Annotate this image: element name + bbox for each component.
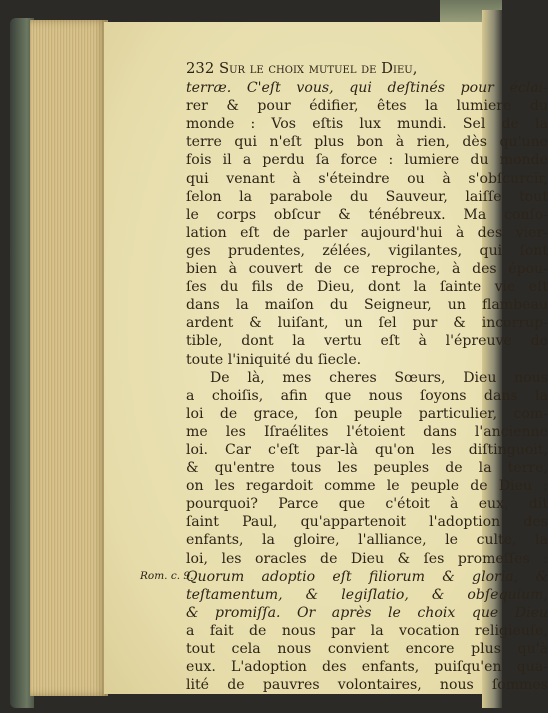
page-block-edges (30, 20, 108, 696)
text-line: ſelon la parabole du Sauveur, laiſſe tout (186, 188, 548, 205)
text-line: tible, dont la vertu eſt à l'épreuve de (186, 333, 548, 350)
text-line: a choiſis, afin que nous ſoyons dans la (186, 387, 548, 404)
text-line: ſaint Paul, qu'appartenoit l'adoption des (186, 514, 548, 531)
text-line: lité de pauvres volontaires, nous ſommes (186, 677, 548, 694)
body-text (186, 79, 548, 694)
text-line: lation eſt de parler aujourd'hui à des vier- (186, 224, 548, 241)
text-line: terre qui n'eſt plus bon à rien, dès qu'une (186, 134, 548, 151)
text-line: loi de grace, ſon peuple particulier, com- (186, 405, 548, 422)
text-line: dans la maiſon du Seigneur, un flambeau (186, 297, 548, 314)
text-line: me les Iſraélites l'étoient dans l'ancienne (186, 423, 548, 440)
text-line: ſes du fils de Dieu, dont la ſainte vie eſt (186, 279, 548, 296)
text-line: rer & pour édifier, êtes la lumiere du (186, 98, 548, 115)
margin-note: Rom. c. 9. (140, 569, 194, 582)
text-line: a fait de nous par la vocation religieuſe, (186, 622, 548, 639)
text-line: De là, mes cheres Sœurs, Dieu nous (210, 369, 548, 386)
text-line: toute l'iniquité du ſiecle. (186, 351, 362, 368)
text-line: & qu'entre tous les peuples de la terre, (186, 460, 548, 477)
text-line: monde : Vos eſtis lux mundi. Sel de la (186, 116, 548, 133)
text-line: qui venant à s'éteindre ou à s'obſcurcir, (186, 170, 548, 187)
text-line: tout cela nous convient encore plus qu'à (186, 641, 548, 657)
text-line: ges prudentes, zélées, vigilantes, qui ſont (186, 242, 548, 259)
text-line: loi. Car c'eſt par-là qu'on les diſtinguoit, (186, 441, 548, 458)
text-line: teſtamentum, & legiſlatio, & obſequium, (186, 586, 548, 603)
page-text-block (140, 60, 548, 694)
text-line: & promiſſa. Or après le choix que Dieu (186, 604, 548, 621)
text-line: loi, les oracles de Dieu & ſes promeſſes : (186, 550, 548, 567)
running-head: Sur le choix mutuel de Dieu, (218, 60, 418, 77)
text-line: le corps obſcur & ténébreux. Ma conſo- (186, 206, 548, 223)
text-line: Quorum adoptio eſt filiorum & gloria, & (186, 568, 548, 585)
book-page (104, 22, 548, 694)
text-line: fois il a perdu ſa force : lumiere du monde (186, 152, 548, 169)
text-line: eux. L'adoption des enfants, puiſqu'en qua- (186, 659, 548, 676)
text-line: terræ. C'eſt vous, qui deſtinés pour éclai- (186, 80, 548, 97)
page-header (186, 60, 548, 78)
text-line: ardent & luiſant, un ſel pur & incorrup- (186, 315, 548, 332)
page-number: 232 (186, 60, 215, 77)
text-line: pourquoi? Parce que c'étoit à eux, dit (186, 496, 548, 513)
text-line: enfants, la gloire, l'alliance, le culte, la (186, 532, 548, 549)
text-line: on les regardoit comme le peuple de Dieu : (186, 478, 548, 495)
text-line: bien à couvert de ce reproche, à des épou- (186, 261, 548, 278)
